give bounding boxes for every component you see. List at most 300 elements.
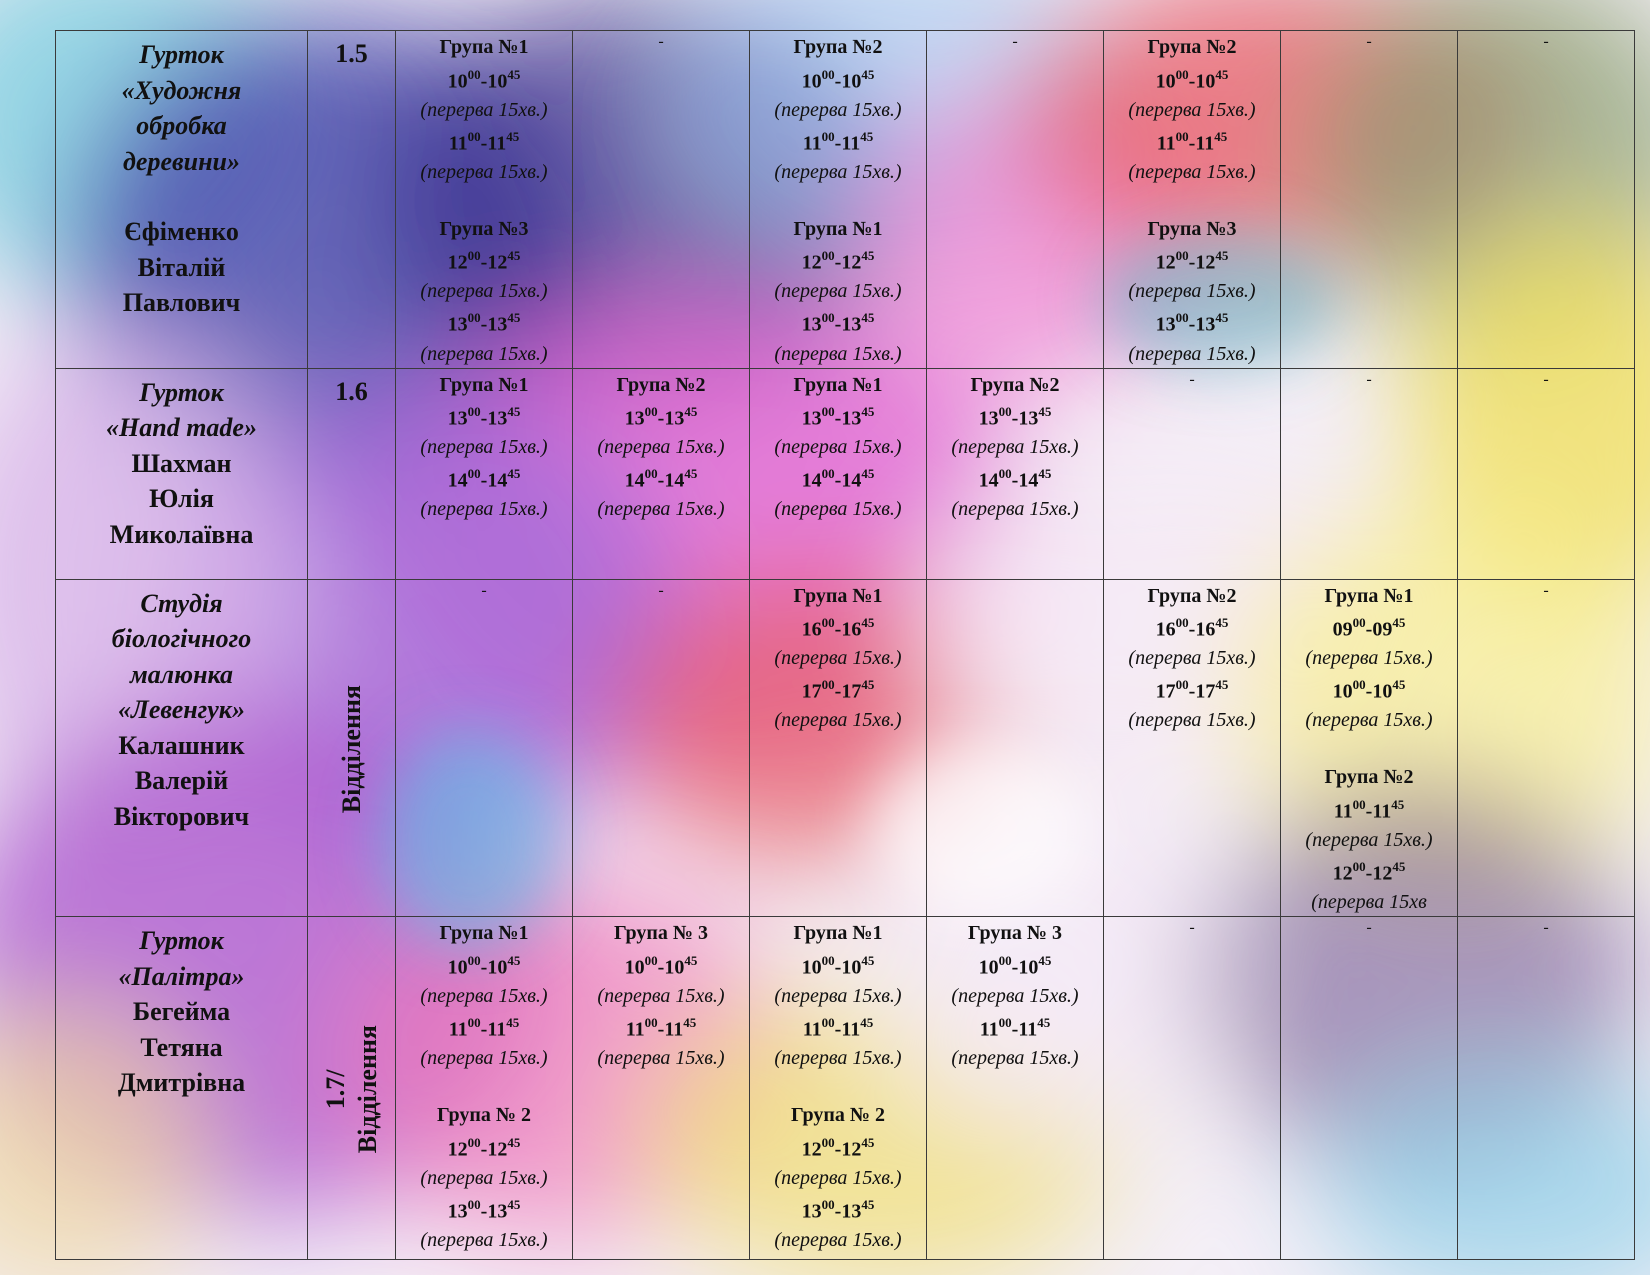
room-number: 1.6 — [335, 376, 368, 406]
schedule-slot — [573, 579, 750, 917]
start-minute: 00 — [998, 466, 1012, 482]
end-minute: 45 — [1391, 796, 1405, 812]
end-minute: 45 — [1038, 466, 1052, 482]
schedule-slot — [1281, 917, 1458, 1260]
end-hour: 12 — [841, 1138, 862, 1161]
session-time — [1281, 792, 1457, 826]
start-minute: 00 — [821, 1014, 835, 1030]
start-minute: 00 — [821, 677, 835, 693]
end-hour: 10 — [841, 956, 862, 979]
start-hour: 14 — [624, 469, 645, 492]
start-minute: 00 — [467, 66, 481, 82]
circle-cell — [56, 917, 308, 1260]
session-time — [396, 243, 572, 277]
start-minute: 00 — [1175, 248, 1189, 264]
end-hour: 12 — [487, 251, 508, 274]
end-hour: 11 — [1018, 1018, 1038, 1041]
break-note: (перерва 15хв.) — [1305, 829, 1433, 852]
time-separator: - — [1365, 680, 1373, 703]
break-note: (перерва 15хв.) — [420, 342, 548, 365]
group-title: Група № 3 — [614, 922, 708, 945]
session-time — [1104, 62, 1280, 96]
start-hour: 13 — [801, 314, 822, 337]
schedule-slot — [1104, 31, 1281, 369]
time-separator: - — [1188, 132, 1196, 155]
time-separator: - — [1365, 800, 1373, 823]
end-minute: 45 — [507, 404, 521, 420]
time-separator: - — [834, 70, 842, 93]
schedule-slot — [927, 917, 1104, 1260]
break-note: (перерва 15хв.) — [1128, 342, 1256, 365]
break-note: (перерва 15хв.) — [597, 498, 725, 521]
start-hour: 11 — [1333, 800, 1353, 823]
start-minute: 00 — [1175, 128, 1189, 144]
end-minute: 45 — [1037, 1014, 1051, 1030]
time-separator: - — [834, 314, 842, 337]
break-note: (перерва 15хв.) — [420, 984, 548, 1007]
schedule-slot — [573, 31, 750, 369]
start-hour: 13 — [1155, 314, 1176, 337]
start-minute: 00 — [821, 310, 835, 326]
end-minute: 45 — [1215, 310, 1229, 326]
end-hour: 11 — [1195, 132, 1215, 155]
group-title: Група №2 — [970, 373, 1060, 396]
room-vertical-line: 1.7/ — [320, 1069, 350, 1110]
break-note: (перерва 15хв.) — [774, 1166, 902, 1189]
end-hour: 16 — [841, 618, 862, 641]
end-minute: 45 — [861, 466, 875, 482]
end-hour: 14 — [664, 469, 685, 492]
start-hour: 17 — [801, 680, 822, 703]
leader-name-line: Тетяна — [140, 1032, 223, 1062]
start-hour: 11 — [979, 1018, 999, 1041]
session-time — [396, 1010, 572, 1044]
break-note: (перерва 15хв.) — [774, 160, 902, 183]
start-minute: 00 — [1352, 677, 1366, 693]
group-title: Група №3 — [1147, 217, 1237, 240]
start-minute: 00 — [644, 1014, 658, 1030]
start-hour: 14 — [978, 469, 999, 492]
start-hour: 11 — [1156, 132, 1176, 155]
session-time — [573, 399, 749, 433]
start-hour: 10 — [447, 956, 468, 979]
empty-slot-dash: - — [1543, 581, 1549, 599]
room-number: 1.5 — [335, 39, 368, 68]
end-hour: 11 — [664, 1018, 684, 1041]
schedule-slot — [1458, 368, 1635, 579]
empty-slot-dash: - — [1543, 33, 1549, 50]
start-minute: 00 — [644, 952, 658, 968]
end-hour: 10 — [1372, 680, 1393, 703]
session-time — [1281, 610, 1457, 644]
start-hour: 11 — [448, 132, 468, 155]
session-time — [573, 461, 749, 495]
session-time — [750, 243, 926, 277]
session-time — [1104, 305, 1280, 339]
group-title: Група №2 — [1147, 36, 1237, 58]
circle-cell — [56, 31, 308, 369]
start-minute: 00 — [1352, 615, 1366, 631]
leader-name-line: Віталій — [137, 252, 226, 282]
schedule-row — [56, 579, 1635, 917]
schedule-slot — [927, 368, 1104, 579]
session-time — [750, 399, 926, 433]
schedule-slot — [573, 917, 750, 1260]
start-minute: 00 — [467, 248, 481, 264]
time-separator: - — [657, 407, 665, 430]
end-hour: 13 — [664, 407, 685, 430]
schedule-slot — [396, 917, 573, 1260]
time-separator: - — [480, 1138, 488, 1161]
start-minute: 00 — [821, 466, 835, 482]
room-vertical-line: Відділення — [336, 684, 366, 814]
start-minute: 00 — [1175, 310, 1189, 326]
empty-slot-dash: - — [481, 581, 487, 599]
schedule-slot — [1281, 579, 1458, 917]
circle-name-line: «Hand made» — [106, 413, 257, 443]
schedule-body — [56, 31, 1635, 1260]
end-hour: 13 — [1018, 407, 1039, 430]
group-title: Група №1 — [439, 922, 529, 945]
break-note: (перерва 15хв.) — [951, 436, 1079, 459]
break-note: (перерва 15хв.) — [1128, 647, 1256, 670]
break-note: (перерва 15хв.) — [774, 647, 902, 670]
group-title: Група №1 — [793, 584, 883, 607]
start-hour: 11 — [802, 132, 822, 155]
end-minute: 45 — [507, 1196, 521, 1212]
end-hour: 11 — [487, 1018, 507, 1041]
start-hour: 12 — [1155, 251, 1176, 274]
schedule-slot — [1281, 31, 1458, 369]
end-minute: 45 — [861, 248, 875, 264]
end-hour: 13 — [487, 1200, 508, 1223]
end-minute: 45 — [507, 248, 521, 264]
time-separator: - — [1365, 618, 1373, 641]
schedule-slot — [396, 31, 573, 369]
start-minute: 00 — [821, 1134, 835, 1150]
end-hour: 13 — [1195, 314, 1216, 337]
leader-name-line: Бегейма — [132, 997, 231, 1027]
break-note: (перерва 15хв.) — [774, 98, 902, 121]
break-note: (перерва 15хв.) — [774, 342, 902, 365]
session-time — [1281, 672, 1457, 706]
start-hour: 13 — [624, 407, 645, 430]
end-hour: 11 — [841, 1018, 861, 1041]
schedule-row — [56, 31, 1635, 369]
start-hour: 13 — [978, 407, 999, 430]
start-hour: 12 — [801, 251, 822, 274]
end-hour: 13 — [487, 314, 508, 337]
end-hour: 14 — [1018, 469, 1039, 492]
room-cell — [308, 917, 396, 1260]
schedule-slot — [396, 579, 573, 917]
group-title: Група №1 — [439, 373, 529, 396]
schedule-slot — [750, 368, 927, 579]
start-hour: 16 — [801, 618, 822, 641]
circle-name-line: Студія — [140, 588, 223, 618]
schedule-slot — [1458, 31, 1635, 369]
end-minute: 45 — [507, 1134, 521, 1150]
empty-slot-dash: - — [1543, 370, 1549, 388]
start-minute: 00 — [1175, 677, 1189, 693]
schedule-slot — [750, 579, 927, 917]
time-separator: - — [834, 132, 842, 155]
end-minute: 45 — [1392, 859, 1406, 875]
end-minute: 45 — [861, 952, 875, 968]
end-hour: 11 — [487, 132, 507, 155]
break-note: (перерва 15хв.) — [420, 1047, 548, 1070]
group-title: Група №1 — [1324, 584, 1414, 607]
session-time — [396, 124, 572, 158]
end-minute: 45 — [861, 404, 875, 420]
end-hour: 16 — [1195, 618, 1216, 641]
start-hour: 10 — [801, 956, 822, 979]
session-time — [396, 1192, 572, 1226]
end-hour: 13 — [487, 407, 508, 430]
end-hour: 14 — [487, 469, 508, 492]
time-separator: - — [1011, 956, 1019, 979]
session-time — [396, 1130, 572, 1164]
schedule-slot — [573, 368, 750, 579]
spacer — [1281, 734, 1457, 764]
break-note: (перерва 15хв.) — [597, 984, 725, 1007]
empty-slot-dash: - — [1189, 919, 1195, 937]
break-note: (перерва 15хв.) — [420, 498, 548, 521]
start-hour: 16 — [1155, 618, 1176, 641]
start-hour: 11 — [448, 1018, 468, 1041]
schedule-slot — [1104, 917, 1281, 1260]
time-separator: - — [480, 251, 488, 274]
spacer — [396, 1072, 572, 1102]
break-note: (перерва 15хв.) — [1305, 709, 1433, 732]
leader-name-line: Шахман — [131, 448, 232, 478]
session-time — [927, 1010, 1103, 1044]
end-hour: 11 — [841, 132, 861, 155]
session-time — [750, 948, 926, 982]
session-time — [750, 1130, 926, 1164]
break-note: (перерва 15хв.) — [774, 984, 902, 1007]
session-time — [1281, 854, 1457, 888]
session-time — [750, 610, 926, 644]
circle-name-line: малюнка — [129, 659, 234, 689]
time-separator: - — [1011, 407, 1019, 430]
time-separator: - — [657, 1018, 665, 1041]
time-separator: - — [657, 956, 665, 979]
start-minute: 00 — [821, 404, 835, 420]
leader-name-line: Павлович — [122, 288, 241, 317]
end-minute: 45 — [1214, 128, 1228, 144]
end-minute: 45 — [507, 310, 521, 326]
break-note: (перерва 15хв.) — [1128, 709, 1256, 732]
session-time — [750, 672, 926, 706]
break-note: (перерва 15хв.) — [774, 498, 902, 521]
session-time — [750, 1192, 926, 1226]
session-time — [927, 948, 1103, 982]
time-separator: - — [834, 251, 842, 274]
start-minute: 00 — [467, 1196, 481, 1212]
start-minute: 00 — [467, 1014, 481, 1030]
empty-slot-dash: - — [1012, 33, 1018, 50]
session-time — [750, 305, 926, 339]
end-hour: 12 — [1195, 251, 1216, 274]
start-hour: 13 — [447, 314, 468, 337]
start-hour: 10 — [1332, 680, 1353, 703]
time-separator: - — [1365, 862, 1373, 885]
time-separator: - — [480, 70, 488, 93]
time-separator: - — [480, 314, 488, 337]
session-time — [1104, 672, 1280, 706]
schedule-row — [56, 368, 1635, 579]
spacer — [750, 186, 926, 216]
start-hour: 17 — [1155, 680, 1176, 703]
start-hour: 14 — [801, 469, 822, 492]
end-minute: 45 — [860, 1014, 874, 1030]
time-separator: - — [834, 956, 842, 979]
circle-name-line: біологічного — [111, 624, 252, 654]
time-separator: - — [657, 469, 665, 492]
end-minute: 45 — [861, 310, 875, 326]
start-minute: 00 — [644, 466, 658, 482]
end-minute: 45 — [684, 952, 698, 968]
end-hour: 11 — [1372, 800, 1392, 823]
end-minute: 45 — [506, 1014, 520, 1030]
empty-slot-dash: - — [1543, 919, 1549, 937]
break-note: (перерва 15хв.) — [951, 498, 1079, 521]
break-note: (перерва 15хв.) — [1128, 160, 1256, 183]
schedule-slot — [927, 579, 1104, 917]
start-minute: 00 — [467, 128, 481, 144]
time-separator: - — [480, 132, 488, 155]
schedule-slot — [396, 368, 573, 579]
schedule-slot — [750, 917, 927, 1260]
end-minute: 45 — [1215, 66, 1229, 82]
room-cell — [308, 579, 396, 917]
end-minute: 45 — [684, 466, 698, 482]
schedule-slot — [927, 31, 1104, 369]
room-vertical-label — [320, 1025, 384, 1153]
time-separator: - — [480, 956, 488, 979]
end-hour: 09 — [1372, 618, 1393, 641]
group-title: Група № 3 — [968, 922, 1062, 945]
circle-name-line: Гурток — [139, 926, 224, 956]
group-title: Група №2 — [1324, 766, 1414, 789]
start-hour: 10 — [624, 956, 645, 979]
start-hour: 13 — [447, 1200, 468, 1223]
group-title: Група №1 — [793, 217, 883, 240]
group-title: Група №3 — [439, 217, 529, 240]
break-note: (перерва 15хв.) — [420, 160, 548, 183]
session-time — [1104, 124, 1280, 158]
session-time — [750, 1010, 926, 1044]
empty-slot-dash: - — [1189, 370, 1195, 388]
session-time — [573, 948, 749, 982]
start-minute: 00 — [821, 66, 835, 82]
end-hour: 14 — [841, 469, 862, 492]
session-time — [750, 62, 926, 96]
break-note: (перерва 15хв.) — [1128, 280, 1256, 303]
session-time — [927, 399, 1103, 433]
circle-name-line: деревини» — [123, 146, 240, 176]
time-separator: - — [1188, 314, 1196, 337]
schedule-slot — [1281, 368, 1458, 579]
session-time — [1104, 610, 1280, 644]
room-vertical-line: Відділення — [352, 1025, 382, 1154]
session-time — [1104, 243, 1280, 277]
schedule-table — [55, 30, 1635, 1260]
time-separator: - — [834, 1018, 842, 1041]
break-note: (перерва 15хв.) — [1128, 98, 1256, 121]
start-minute: 00 — [1175, 615, 1189, 631]
start-minute: 00 — [467, 404, 481, 420]
circle-cell — [56, 579, 308, 917]
start-hour: 10 — [1155, 70, 1176, 93]
room-cell — [308, 368, 396, 579]
break-note: (перерва 15хв.) — [420, 436, 548, 459]
start-minute: 00 — [998, 404, 1012, 420]
end-minute: 45 — [1392, 677, 1406, 693]
break-note: (перерва 15хв.) — [774, 709, 902, 732]
start-minute: 00 — [1175, 66, 1189, 82]
time-separator: - — [834, 618, 842, 641]
group-title: Група №2 — [1147, 584, 1237, 607]
start-hour: 11 — [625, 1018, 645, 1041]
end-hour: 10 — [487, 70, 508, 93]
session-time — [573, 1010, 749, 1044]
end-minute: 45 — [1038, 404, 1052, 420]
start-minute: 00 — [467, 952, 481, 968]
circle-name-line: «Художня — [121, 75, 242, 105]
start-hour: 13 — [801, 1200, 822, 1223]
end-hour: 12 — [487, 1138, 508, 1161]
break-note: (перерва 15хв.) — [774, 436, 902, 459]
start-hour: 12 — [447, 251, 468, 274]
room-vertical-label — [336, 685, 368, 813]
end-minute: 45 — [1392, 615, 1406, 631]
session-time — [396, 948, 572, 982]
end-minute: 45 — [684, 404, 698, 420]
session-time — [750, 461, 926, 495]
start-minute: 00 — [1352, 859, 1366, 875]
end-minute: 45 — [861, 66, 875, 82]
time-separator: - — [1011, 469, 1019, 492]
leader-name-line: Дмитрівна — [117, 1068, 246, 1098]
schedule-slot — [1458, 579, 1635, 917]
end-minute: 45 — [861, 677, 875, 693]
break-note: (перерва 15хв — [1311, 891, 1427, 914]
end-hour: 12 — [1372, 862, 1393, 885]
session-time — [396, 399, 572, 433]
end-hour: 10 — [664, 956, 685, 979]
start-minute: 00 — [1352, 796, 1366, 812]
time-separator: - — [834, 680, 842, 703]
spacer — [1104, 186, 1280, 216]
end-minute: 45 — [1215, 248, 1229, 264]
time-separator: - — [1011, 1018, 1019, 1041]
schedule-row — [56, 917, 1635, 1260]
start-hour: 13 — [447, 407, 468, 430]
circle-name-line: обробка — [136, 111, 227, 140]
schedule-slot — [1458, 917, 1635, 1260]
start-minute: 00 — [821, 952, 835, 968]
break-note: (перерва 15хв.) — [951, 984, 1079, 1007]
end-minute: 45 — [507, 66, 521, 82]
group-title: Група №2 — [616, 373, 706, 396]
start-minute: 00 — [821, 128, 835, 144]
time-separator: - — [834, 407, 842, 430]
end-hour: 13 — [841, 314, 862, 337]
end-hour: 13 — [841, 1200, 862, 1223]
start-hour: 11 — [802, 1018, 822, 1041]
